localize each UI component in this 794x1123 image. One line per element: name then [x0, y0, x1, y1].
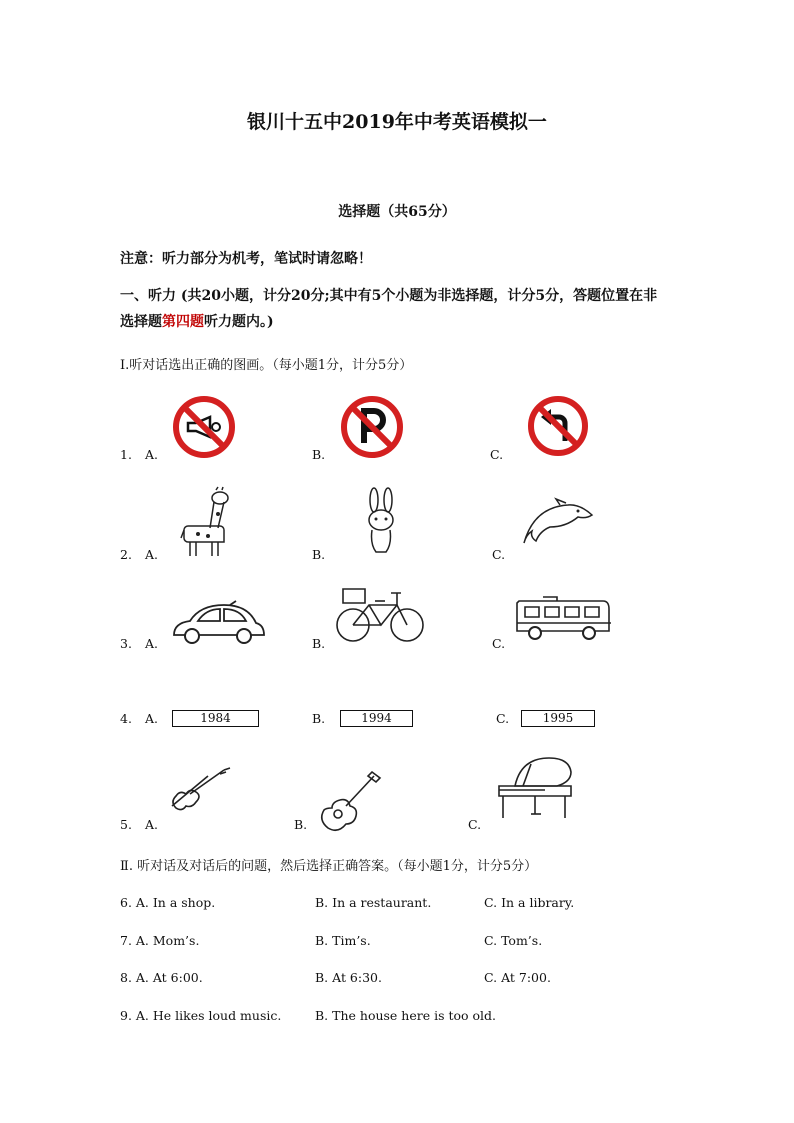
guitar-icon: [318, 770, 384, 832]
q4-option-a: A.: [145, 711, 159, 726]
q3-option-b: B.: [312, 636, 326, 651]
giraffe-icon: [180, 486, 236, 558]
q3-option-c: C.: [492, 636, 506, 651]
q5-number: 5.: [120, 817, 132, 832]
q1-option-b: B.: [312, 447, 326, 462]
year-box-b: 1994: [340, 710, 413, 727]
no-horn-icon: [172, 395, 236, 459]
listening-heading: [120, 283, 690, 335]
section-title: 选择题（共65分）: [338, 204, 456, 220]
car-icon: [170, 603, 266, 645]
year-box-c: 1995: [521, 710, 595, 727]
q4-option-b: B.: [312, 711, 326, 726]
part1-heading: Ⅰ.听对话选出正确的图画。（每小题1分，计分5分）: [120, 358, 413, 373]
q4-number: 4.: [120, 711, 132, 726]
part2-heading: Ⅱ. 听对话及对话后的问题，然后选择正确答案。（每小题1分，计分5分）: [120, 859, 538, 874]
piano-icon: [495, 756, 575, 824]
dolphin-icon: [520, 497, 596, 559]
q2-number: 2.: [120, 547, 132, 562]
q3-number: 3.: [120, 636, 132, 651]
q6-option-c: C. In a library.: [484, 895, 575, 910]
q5-option-a: A.: [145, 817, 159, 832]
q4-option-c: C.: [496, 711, 510, 726]
rabbit-icon: [360, 486, 402, 556]
no-parking-icon: [340, 395, 404, 459]
q1-option-a: A.: [145, 447, 159, 462]
q1-option-c: C.: [490, 447, 504, 462]
q3-option-a: A.: [145, 636, 159, 651]
year-box-a: 1984: [172, 710, 259, 727]
q8-option-a: 8. A. At 6:00.: [120, 970, 203, 985]
q7-option-a: 7. A. Mom’s.: [120, 933, 200, 948]
q6-option-a: 6. A. In a shop.: [120, 895, 216, 910]
page-title: 银川十五中2019年中考英语模拟一: [247, 111, 547, 133]
listening-heading-red: 第四题: [162, 314, 204, 330]
q9-option-b: B. The house here is too old.: [315, 1008, 497, 1023]
bus-icon: [513, 595, 611, 641]
q2-option-c: C.: [492, 547, 506, 562]
q8-option-b: B. At 6:30.: [315, 970, 382, 985]
q8-option-c: C. At 7:00.: [484, 970, 551, 985]
listening-heading-prefix: 选择题: [120, 314, 162, 330]
note: 注意：听力部分为机考，笔试时请忽略！: [120, 251, 372, 267]
q2-option-b: B.: [312, 547, 326, 562]
listening-heading-suffix: 听力题内。): [204, 314, 274, 330]
violin-icon: [168, 766, 234, 812]
q2-option-a: A.: [145, 547, 159, 562]
bicycle-icon: [335, 585, 425, 643]
q5-option-c: C.: [468, 817, 482, 832]
q6-option-b: B. In a restaurant.: [315, 895, 432, 910]
q7-option-b: B. Tim’s.: [315, 933, 371, 948]
q9-option-a: 9. A. He likes loud music.: [120, 1008, 282, 1023]
no-left-turn-icon: [527, 395, 589, 457]
q7-option-c: C. Tom’s.: [484, 933, 543, 948]
q5-option-b: B.: [294, 817, 308, 832]
q1-number: 1.: [120, 447, 132, 462]
listening-heading-line1: 一、听力 (共20小题，计分20分;其中有5个小题为非选择题，计分5分，答题位置在非: [120, 288, 658, 304]
